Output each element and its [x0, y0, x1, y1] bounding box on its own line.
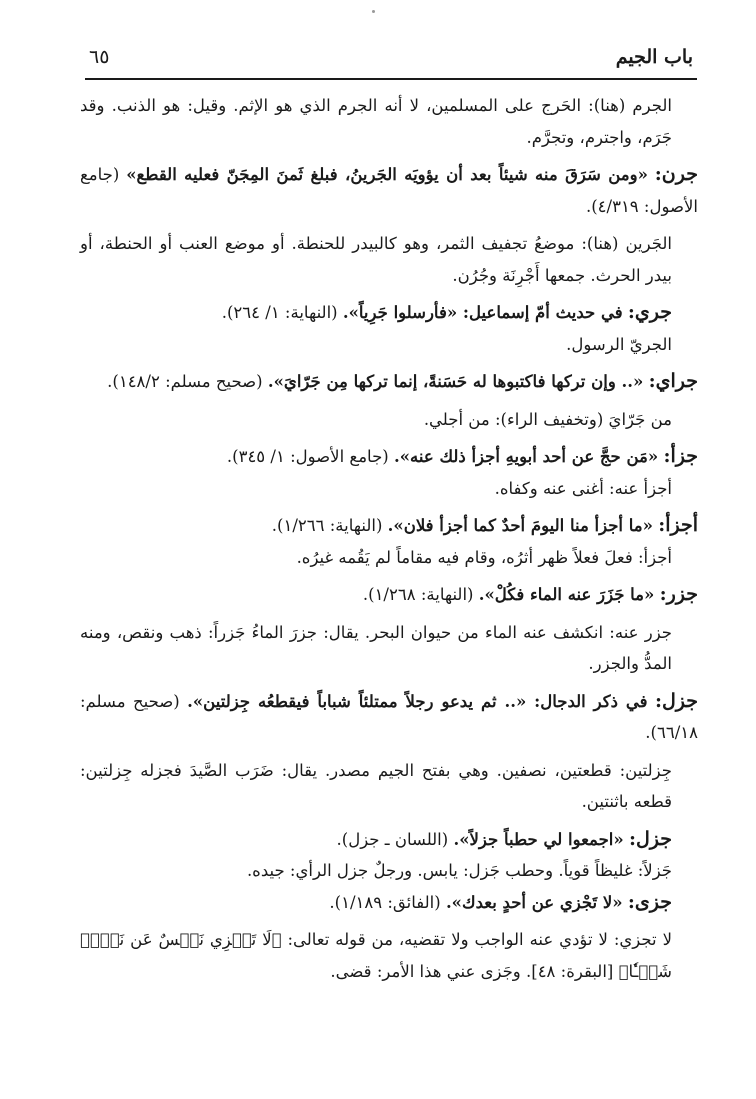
explanation-paragraph: جَزلاً: غليظاً قوياً. وحطب جَزل: يابس. ورجلٌ جزل الرأي: جيده.	[246, 861, 672, 880]
hadith-text: «مَن حجَّ عن أحد أبويهِ أجزأ ذلك عنه».	[393, 447, 659, 466]
explanation-paragraph: الجَرين (هنا): موضعُ تجفيف الثمر، وهو كالبيدر للحنطة. أو موضع العنب أو الحنطة، أو بيدر الحرث. جمعها أَجْرِنَة وجُرُن.	[80, 234, 672, 285]
explanation-paragraph: أجزأ عنه: أغنى عنه وكفاه.	[494, 478, 672, 498]
explanation-paragraph: الجرم (هنا): الحَرج على المسلمين، لا أنه الجرم الذي هو الإثم. وقيل: هو الذنب. وقد جَرَم، واجترم، وتجرَّم.	[80, 96, 672, 147]
page-number: ٦٥	[89, 46, 110, 68]
hadith-text: «ما جَزَرَ عنه الماء فكُلْ».	[478, 585, 655, 604]
dictionary-entry	[80, 686, 698, 749]
dictionary-entry	[80, 366, 698, 398]
explanation-paragraph: جزر عنه: انكشف عنه الماء من حيوان البحر. يقال: جزرَ الماءُ جَزراً: ذهب ونقص، ومنه المدُّ والجزر.	[80, 622, 672, 673]
hadith-text: «ما أجزأ منا اليومَ أحدٌ كما أجزأ فلان».	[387, 516, 653, 535]
dictionary-entry	[80, 297, 698, 329]
headword: جزل:	[654, 689, 698, 712]
headword: جزل:	[628, 827, 672, 850]
headword: جزأ:	[663, 445, 698, 467]
scan-speck	[372, 10, 375, 13]
chapter-title: باب الجيم	[615, 46, 693, 68]
explanation-paragraph: لا تجزي: لا تؤدي عنه الواجب ولا تقضيه، من قوله تعالى: ﴿لَا تَجۡزِي نَفۡسٌ عَن نَفۡسٖ شَيۡـٔٗا﴾ [البقرة: ٤٨]. وجَزى عني هذا الأمر: قضى.	[80, 930, 672, 981]
hadith-text: في ذكر الدجال: «.. ثم يدعو رجلاً ممتلئاً شباباً فيقطعُه جِزلتين».	[187, 691, 648, 711]
page-header	[85, 46, 695, 76]
headword: جراي:	[648, 370, 698, 392]
headword: أجزأ:	[658, 514, 698, 536]
source-reference: (اللسان ـ جزل).	[336, 829, 449, 849]
dictionary-entry	[80, 441, 698, 473]
page-content	[80, 90, 698, 987]
headword: جرن:	[654, 163, 698, 185]
source-reference: (جامع الأصول: ١/ ٣٤٥).	[226, 447, 389, 466]
hadith-text: «.. وإن تركها فاكتبوها له حَسَنةً، إنما تركها مِن جَرّايَ».	[267, 372, 644, 391]
headword: جزر:	[659, 583, 698, 605]
explanation-paragraph: جِزلتين: قطعتين، نصفين. وهي بفتح الجيم مصدر. يقال: ضَرَب الصَّيدَ فجزله جِزلتين: قطعه باثنتين.	[80, 760, 672, 811]
explanation-paragraph: أجزأ: فعلَ فعلاً ظهر أثرُه، وقام فيه مقاماً لم يَقُمه غيرُه.	[296, 547, 672, 567]
headword: جري:	[627, 301, 672, 323]
hadith-text: «ومن سَرَقَ منه شيئاً بعد أن يؤويَه الجَرينُ، فبلغ ثَمنَ المِجَنّ فعليه القطع»	[126, 165, 648, 184]
headword: جزى:	[627, 890, 672, 913]
hadith-text: «لا تَجْزي عن أحدٍ بعدك».	[445, 892, 623, 912]
dictionary-entry	[80, 887, 698, 919]
dictionary-entry	[80, 824, 698, 856]
dictionary-entry	[80, 159, 698, 222]
dictionary-entry	[80, 579, 698, 611]
source-reference: (النهاية: ١/٢٦٦).	[271, 516, 383, 535]
explanation-paragraph: الجريّ الرسول.	[566, 334, 672, 354]
source-reference: (صحيح مسلم: ١٤٨/٢).	[107, 372, 263, 391]
hadith-text: في حديث أمّ إسماعيل: «فأرسلوا جَرِياً».	[342, 303, 623, 322]
explanation-paragraph: من جَرّايَ (وتخفيف الراء): من أجلي.	[423, 409, 672, 429]
source-reference: (النهاية: ١/٢٦٨).	[362, 585, 474, 604]
dictionary-entry	[80, 510, 698, 542]
hadith-text: «اجمعوا لي حطباً جزلاً».	[453, 829, 624, 849]
source-reference: (صحيح مسلم: ٦٦/١٨).	[80, 691, 698, 742]
source-reference: (الفائق: ١/١٨٩).	[329, 892, 441, 912]
source-reference: (جامع الأصول: ٤/٣١٩).	[80, 165, 698, 216]
source-reference: (النهاية: ١/ ٢٦٤).	[221, 303, 338, 322]
header-rule	[85, 78, 697, 80]
